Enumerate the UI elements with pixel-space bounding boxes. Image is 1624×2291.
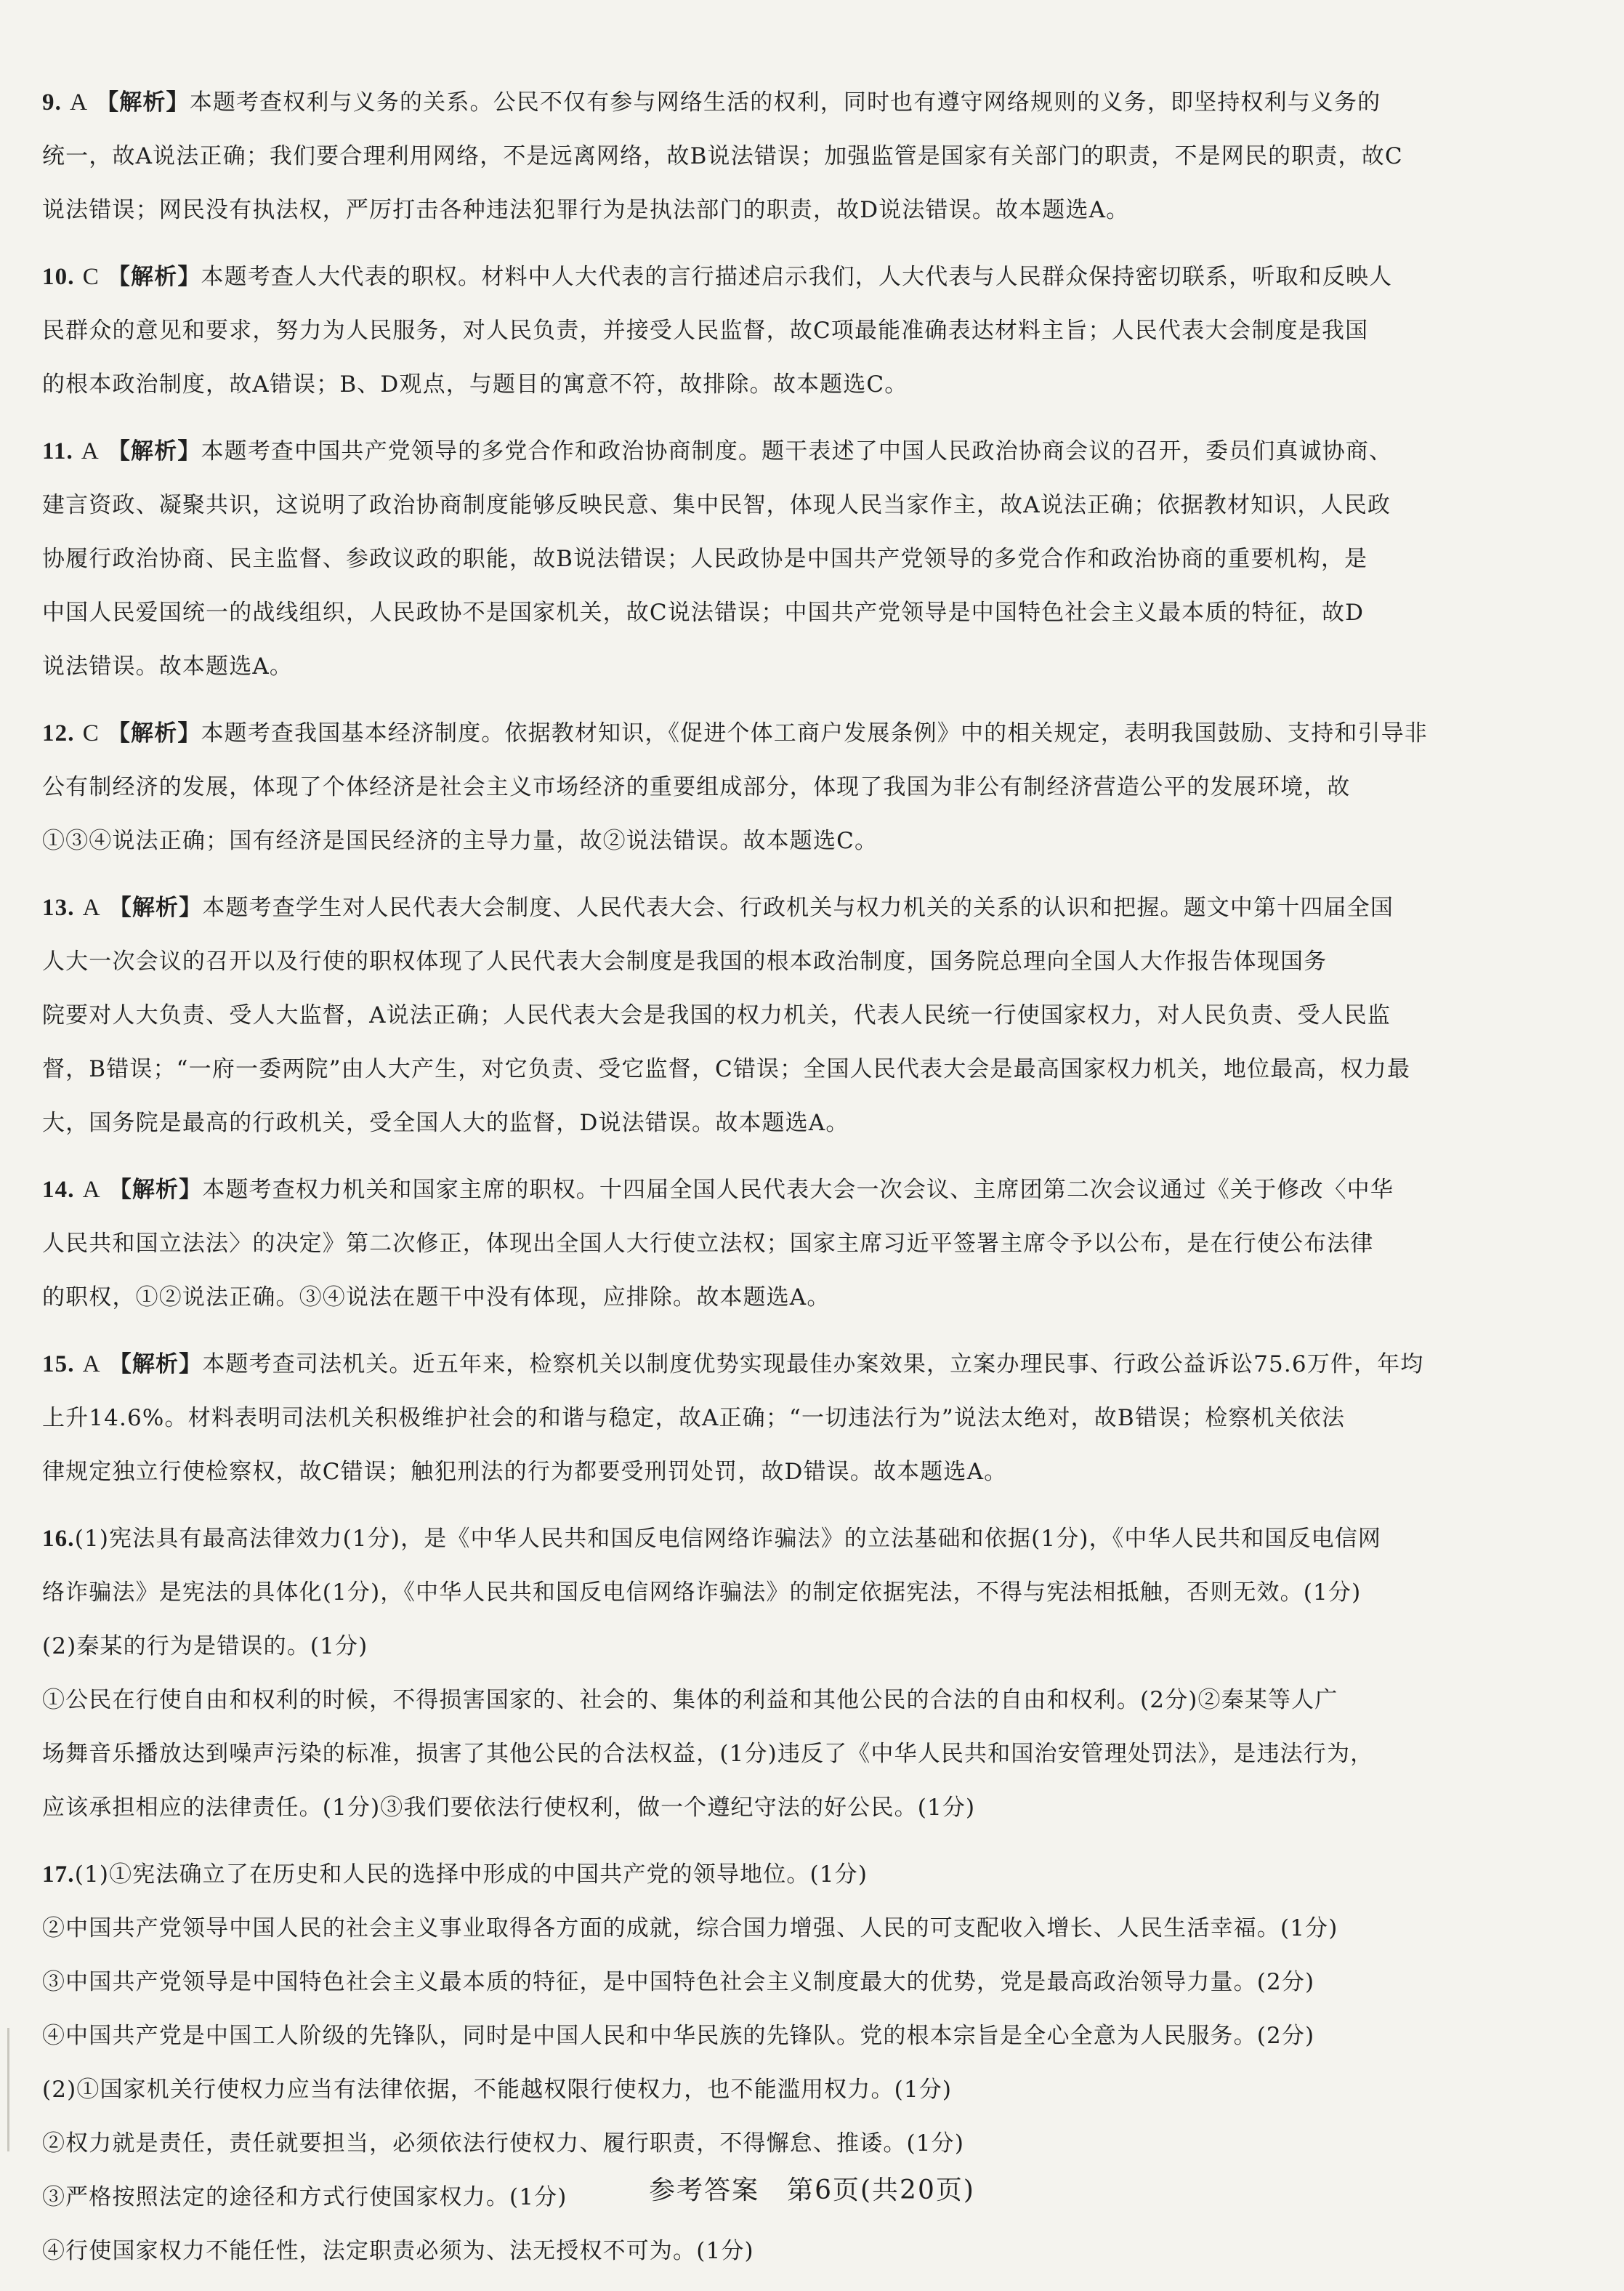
- item-number: 16.: [42, 1526, 75, 1552]
- item-answer: A: [70, 89, 89, 116]
- item-number: 12.: [42, 720, 75, 746]
- item-number: 10.: [42, 264, 75, 290]
- item-text-line: ③中国共产党领导是中国特色社会主义最本质的特征，是中国特色社会主义制度最大的优势，党是最高政治领导力量。(2分): [42, 1969, 1315, 1995]
- item-text-line: 人民共和国立法法〉的决定》第二次修正，体现出全国人大行使立法权；国家主席习近平签署主席令予以公布，是在行使公布法律: [42, 1231, 1374, 1257]
- answer-item-16: [42, 1512, 1519, 1835]
- item-text-line: 络诈骗法》是宪法的具体化(1分)，《中华人民共和国反电信网络诈骗法》的制定依据宪法，不得与宪法相抵触，否则无效。(1分): [42, 1579, 1362, 1606]
- item-number: 15.: [42, 1351, 75, 1377]
- item-text-line: (1)宪法具有最高法律效力(1分)，是《中华人民共和国反电信网络诈骗法》的立法基础和依据(1分)，《中华人民共和国反电信网: [74, 1526, 1382, 1552]
- item-text-line: 本题考查学生对人民代表大会制度、人民代表大会、行政机关与权力机关的关系的认识和把握。题文中第十四届全国: [202, 895, 1394, 921]
- item-text-line: 督，B错误；“一府一委两院”由人大产生，对它负责、受它监督，C错误；全国人民代表大会是最高国家权力机关，地位最高，权力最: [42, 1056, 1411, 1082]
- answer-item-17: [42, 1848, 1519, 2278]
- item-answer: A: [82, 1177, 101, 1203]
- analysis-tag: 【解析】: [107, 438, 201, 464]
- item-text-line: 律规定独立行使检察权，故C错误；触犯刑法的行为都要受刑罚处罚，故D错误。故本题选A。: [42, 1459, 1008, 1485]
- item-text-line: ①公民在行使自由和权利的时候，不得损害国家的、社会的、集体的利益和其他公民的合法的自由和权利。(2分)②秦某等人广: [42, 1687, 1338, 1713]
- item-text-line: 说法错误；网民没有执法权，严厉打击各种违法犯罪行为是执法部门的职责，故D说法错误。故本题选A。: [42, 197, 1130, 223]
- analysis-tag: 【解析】: [108, 1351, 203, 1377]
- item-text-line: (1)①宪法确立了在历史和人民的选择中形成的中国共产党的领导地位。(1分): [74, 1861, 868, 1888]
- answer-item-10: [42, 250, 1519, 411]
- page-footer: 参考答案 第6页(共20页): [649, 2175, 975, 2205]
- item-number: 11.: [42, 438, 73, 464]
- scan-edge-divider: [7, 2028, 9, 2151]
- item-text-line: 的根本政治制度，故A错误；B、D观点，与题目的寓意不符，故排除。故本题选C。: [42, 371, 908, 398]
- item-answer: C: [82, 720, 100, 746]
- item-text-line: 协履行政治协商、民主监督、参政议政的职能，故B说法错误；人民政协是中国共产党领导的多党合作和政治协商的重要机构，是: [42, 546, 1368, 572]
- item-text-line: 本题考查权力机关和国家主席的职权。十四届全国人民代表大会一次会议、主席团第二次会议通过《关于修改〈中华: [202, 1177, 1394, 1203]
- item-text-line: 本题考查中国共产党领导的多党合作和政治协商制度。题干表述了中国人民政治协商会议的召开，委员们真诚协商、: [201, 438, 1393, 464]
- item-text-line: ③严格按照法定的途径和方式行使国家权力。(1分): [42, 2184, 567, 2210]
- analysis-tag: 【解析】: [107, 264, 201, 290]
- item-text-line: ①③④说法正确；国有经济是国民经济的主导力量，故②说法错误。故本题选C。: [42, 828, 878, 854]
- item-text-line: 公有制经济的发展，体现了个体经济是社会主义市场经济的重要组成部分，体现了我国为非公有制经济营造公平的发展环境，故: [42, 774, 1351, 800]
- item-number: 17.: [42, 1861, 75, 1888]
- item-number: 9.: [42, 89, 62, 116]
- analysis-tag: 【解析】: [107, 720, 201, 746]
- answer-item-14: [42, 1163, 1519, 1324]
- item-text-line: 本题考查人大代表的职权。材料中人大代表的言行描述启示我们，人大代表与人民群众保持密切联系，听取和反映人: [201, 264, 1393, 290]
- item-answer: A: [82, 1351, 101, 1377]
- answer-item-9: [42, 76, 1519, 237]
- item-text-line: 中国人民爱国统一的战线组织，人民政协不是国家机关，故C说法错误；中国共产党领导是中国特色社会主义最本质的特征，故D: [42, 600, 1365, 626]
- item-text-line: ④行使国家权力不能任性，法定职责必须为、法无授权不可为。(1分): [42, 2238, 754, 2264]
- item-text-line: 人大一次会议的召开以及行使的职权体现了人民代表大会制度是我国的根本政治制度，国务院总理向全国人大作报告体现国务: [42, 949, 1328, 975]
- answer-item-15: [42, 1337, 1519, 1499]
- answer-item-11: [42, 424, 1519, 693]
- item-text-line: ②中国共产党领导中国人民的社会主义事业取得各方面的成就，综合国力增强、人民的可支配收入增长、人民生活幸福。(1分): [42, 1915, 1338, 1941]
- analysis-tag: 【解析】: [108, 1177, 203, 1203]
- item-text-line: 建言资政、凝聚共识，这说明了政治协商制度能够反映民意、集中民智，体现人民当家作主，故A说法正确；依据教材知识，人民政: [42, 492, 1391, 518]
- item-text-line: 说法错误。故本题选A。: [42, 653, 294, 680]
- item-text-line: 应该承担相应的法律责任。(1分)③我们要依法行使权利，做一个遵纪守法的好公民。(1分): [42, 1795, 976, 1821]
- item-answer: A: [81, 438, 100, 464]
- answer-item-12: [42, 706, 1519, 868]
- analysis-tag: 【解析】: [96, 89, 190, 116]
- item-number: 14.: [42, 1177, 75, 1203]
- item-text-line: 本题考查司法机关。近五年来，检察机关以制度优势实现最佳办案效果，立案办理民事、行政公益诉讼75.6万件，年均: [202, 1351, 1424, 1377]
- item-answer: C: [82, 264, 100, 290]
- item-number: 13.: [42, 895, 75, 921]
- item-answer: A: [82, 895, 101, 921]
- item-text-line: 场舞音乐播放达到噪声污染的标准，损害了其他公民的合法权益，(1分)违反了《中华人民共和国治安管理处罚法》，是违法行为，: [42, 1741, 1374, 1767]
- item-text-line: 本题考查权利与义务的关系。公民不仅有参与网络生活的权利，同时也有遵守网络规则的义务，即坚持权利与义务的: [189, 89, 1381, 116]
- item-text-line: ②权力就是责任，责任就要担当，必须依法行使权力、履行职责，不得懈怠、推诿。(1分): [42, 2130, 965, 2157]
- analysis-tag: 【解析】: [108, 895, 203, 921]
- item-text-line: 本题考查我国基本经济制度。依据教材知识，《促进个体工商户发展条例》中的相关规定，表明我国鼓励、支持和引导非: [201, 720, 1428, 746]
- item-text-line: (2)①国家机关行使权力应当有法律依据，不能越权限行使权力，也不能滥用权力。(1分): [42, 2077, 953, 2103]
- item-text-line: (2)秦某的行为是错误的。(1分): [42, 1633, 368, 1659]
- item-text-line: ④中国共产党是中国工人阶级的先锋队，同时是中国人民和中华民族的先锋队。党的根本宗旨是全心全意为人民服务。(2分): [42, 2023, 1315, 2049]
- item-text-line: 院要对人大负责、受人大监督，A说法正确；人民代表大会是我国的权力机关，代表人民统一行使国家权力，对人民负责、受人民监: [42, 1002, 1391, 1028]
- item-text-line: 的职权，①②说法正确。③④说法在题干中没有体现，应排除。故本题选A。: [42, 1284, 831, 1310]
- answer-page: [42, 76, 1519, 2291]
- answer-item-13: [42, 881, 1519, 1150]
- item-text-line: 上升14.6%。材料表明司法机关积极维护社会的和谐与稳定，故A正确；“一切违法行为”说法太绝对，故B错误；检察机关依法: [42, 1405, 1346, 1431]
- item-text-line: 统一，故A说法正确；我们要合理利用网络，不是远离网络，故B说法错误；加强监管是国家有关部门的职责，不是网民的职责，故C: [42, 143, 1403, 169]
- item-text-line: 民群众的意见和要求，努力为人民服务，对人民负责，并接受人民监督，故C项最能准确表达材料主旨；人民代表大会制度是我国: [42, 318, 1369, 344]
- item-text-line: 大，国务院是最高的行政机关，受全国人大的监督，D说法错误。故本题选A。: [42, 1110, 849, 1136]
